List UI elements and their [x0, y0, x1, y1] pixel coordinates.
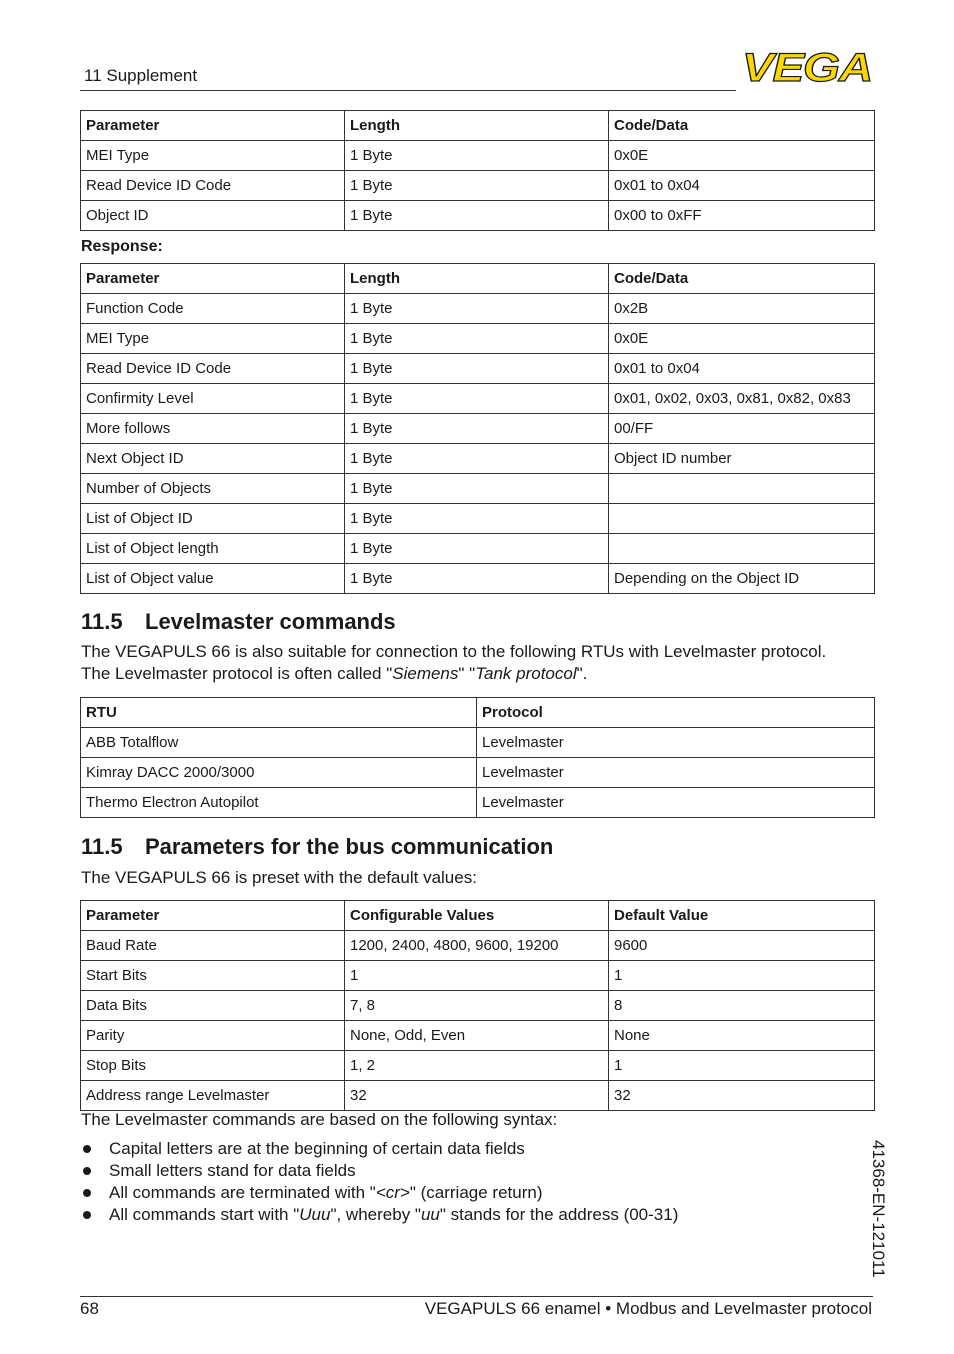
vega-logo-text: VEGA [742, 50, 872, 84]
table-cell: Number of Objects [81, 474, 345, 504]
table-cell: Read Device ID Code [81, 354, 345, 384]
table-cell: Confirmity Level [81, 384, 345, 414]
table-cell: Stop Bits [81, 1051, 345, 1081]
table-cell: Start Bits [81, 961, 345, 991]
table-cell: 1 Byte [345, 534, 609, 564]
header-default-value: Default Value [609, 901, 875, 931]
table-cell: 0x00 to 0xFF [609, 201, 875, 231]
header-parameter: Parameter [81, 264, 345, 294]
header-configurable-values: Configurable Values [345, 901, 609, 931]
vega-logo [740, 50, 874, 84]
table-cell [609, 534, 875, 564]
table-cell: 1 Byte [345, 324, 609, 354]
table-header-row [81, 901, 875, 931]
heading-number: 11.5 [81, 609, 123, 634]
intro-text: ". [576, 664, 588, 683]
table-cell: Levelmaster [477, 758, 875, 788]
table-row [81, 728, 875, 758]
table-cell: 0x01 to 0x04 [609, 354, 875, 384]
footer-divider [80, 1296, 873, 1297]
footer-title: VEGAPULS 66 enamel • Modbus and Levelmaster protocol [424, 1299, 872, 1318]
table-cell: Next Object ID [81, 444, 345, 474]
table-header-row [81, 698, 875, 728]
heading-title: Levelmaster commands [145, 609, 396, 634]
levelmaster-intro [81, 641, 881, 685]
header-code-data: Code/Data [609, 264, 875, 294]
table-cell: List of Object length [81, 534, 345, 564]
table-cell: 1 Byte [345, 171, 609, 201]
table-cell: 0x01 to 0x04 [609, 171, 875, 201]
request-table [80, 110, 875, 231]
table-cell: ABB Totalflow [81, 728, 477, 758]
table-cell: 1 Byte [345, 354, 609, 384]
levelmaster-heading [81, 609, 396, 635]
table-row [81, 758, 875, 788]
list-item-text: ", whereby " [330, 1205, 421, 1224]
table-row [81, 294, 875, 324]
table-cell: 1 [609, 1051, 875, 1081]
table-row [81, 961, 875, 991]
table-cell: 1 Byte [345, 504, 609, 534]
table-cell: Kimray DACC 2000/3000 [81, 758, 477, 788]
table-cell: 1 Byte [345, 141, 609, 171]
table-row [81, 931, 875, 961]
table-row [81, 141, 875, 171]
table-cell: List of Object value [81, 564, 345, 594]
bullet-icon [83, 1167, 91, 1175]
list-item [80, 1160, 678, 1182]
table-cell: 1 [609, 961, 875, 991]
table-cell: 0x2B [609, 294, 875, 324]
table-row [81, 1081, 875, 1111]
table-cell: 1, 2 [345, 1051, 609, 1081]
bullet-icon [83, 1189, 91, 1197]
table-cell: Baud Rate [81, 931, 345, 961]
table-cell: Thermo Electron Autopilot [81, 788, 477, 818]
table-cell: Parity [81, 1021, 345, 1051]
intro-line-1: The VEGAPULS 66 is also suitable for connection to the following RTUs with Levelmaster protocol. [81, 642, 827, 661]
list-item-text: " (carriage return) [409, 1183, 543, 1202]
table-cell: 32 [345, 1081, 609, 1111]
list-item-text: All commands are terminated with " [109, 1183, 376, 1202]
table-row [81, 384, 875, 414]
table-cell: 1200, 2400, 4800, 9600, 19200 [345, 931, 609, 961]
table-row [81, 324, 875, 354]
table-header-row [81, 264, 875, 294]
bus-intro: The VEGAPULS 66 is preset with the default values: [81, 868, 477, 887]
table-cell: MEI Type [81, 141, 345, 171]
table-row [81, 504, 875, 534]
table-cell: 1 Byte [345, 294, 609, 324]
list-item [80, 1182, 678, 1204]
intro-line-2 [81, 663, 881, 685]
heading-title: Parameters for the bus communication [145, 834, 554, 859]
table-cell: None [609, 1021, 875, 1051]
table-cell: None, Odd, Even [345, 1021, 609, 1051]
header-length: Length [345, 111, 609, 141]
table-cell: Data Bits [81, 991, 345, 1021]
table-cell: 0x0E [609, 141, 875, 171]
table-cell: 32 [609, 1081, 875, 1111]
bus-heading [81, 834, 553, 860]
table-cell: Object ID number [609, 444, 875, 474]
table-cell: 1 [345, 961, 609, 991]
table-row [81, 171, 875, 201]
table-cell: MEI Type [81, 324, 345, 354]
table-row [81, 201, 875, 231]
heading-number: 11.5 [81, 834, 123, 859]
intro-italic-siemens: Siemens [392, 664, 459, 683]
list-item-text: " stands for the address (00-31) [439, 1205, 679, 1224]
header-length: Length [345, 264, 609, 294]
intro-text: The Levelmaster protocol is often called " [81, 664, 393, 683]
table-row [81, 564, 875, 594]
document-code: 41368-EN-121011 [869, 1140, 888, 1278]
table-cell: 1 Byte [345, 564, 609, 594]
intro-italic-tank: Tank protocol [475, 664, 577, 683]
table-cell: 1 Byte [345, 474, 609, 504]
table-cell: More follows [81, 414, 345, 444]
table-cell: 00/FF [609, 414, 875, 444]
header-rtu: RTU [81, 698, 477, 728]
list-item [80, 1204, 678, 1226]
table-cell: 1 Byte [345, 414, 609, 444]
table-cell: 0x01, 0x02, 0x03, 0x81, 0x82, 0x83 [609, 384, 875, 414]
table-cell: 1 Byte [345, 444, 609, 474]
list-item-italic: Uuu [299, 1205, 331, 1224]
table-cell: 0x0E [609, 324, 875, 354]
bullet-icon [83, 1145, 91, 1153]
table-row [81, 354, 875, 384]
table-row [81, 788, 875, 818]
list-item-text: Small letters stand for data fields [109, 1161, 356, 1180]
table-cell: Depending on the Object ID [609, 564, 875, 594]
table-cell: List of Object ID [81, 504, 345, 534]
rtu-table [80, 697, 875, 818]
list-item-italic: <cr> [375, 1183, 410, 1202]
bullet-icon [83, 1211, 91, 1219]
table-cell: Read Device ID Code [81, 171, 345, 201]
section-label: 11 Supplement [84, 66, 198, 85]
list-item-italic: uu [420, 1205, 440, 1224]
table-cell [609, 504, 875, 534]
table-cell: Levelmaster [477, 788, 875, 818]
header-parameter: Parameter [81, 111, 345, 141]
table-row [81, 1051, 875, 1081]
header-protocol: Protocol [477, 698, 875, 728]
header-parameter: Parameter [81, 901, 345, 931]
table-row [81, 534, 875, 564]
table-cell: 8 [609, 991, 875, 1021]
table-cell: Levelmaster [477, 728, 875, 758]
list-item-text: All commands start with " [109, 1205, 300, 1224]
table-row [81, 474, 875, 504]
response-table [80, 263, 875, 594]
table-row [81, 1021, 875, 1051]
intro-text: " " [458, 664, 476, 683]
table-cell: 9600 [609, 931, 875, 961]
table-cell: 7, 8 [345, 991, 609, 1021]
table-cell: Address range Levelmaster [81, 1081, 345, 1111]
syntax-intro: The Levelmaster commands are based on the following syntax: [81, 1110, 558, 1129]
table-header-row [81, 111, 875, 141]
table-cell: 1 Byte [345, 384, 609, 414]
table-cell: Function Code [81, 294, 345, 324]
table-cell: 1 Byte [345, 201, 609, 231]
table-row [81, 444, 875, 474]
response-label: Response: [81, 238, 163, 255]
page-number: 68 [80, 1299, 99, 1318]
bus-parameters-table [80, 900, 875, 1111]
list-item [80, 1138, 678, 1160]
table-cell [609, 474, 875, 504]
table-cell: Object ID [81, 201, 345, 231]
table-row [81, 991, 875, 1021]
header-divider [80, 90, 736, 91]
table-row [81, 414, 875, 444]
list-item-text: Capital letters are at the beginning of certain data fields [109, 1139, 525, 1158]
header-code-data: Code/Data [609, 111, 875, 141]
syntax-list [80, 1138, 678, 1226]
